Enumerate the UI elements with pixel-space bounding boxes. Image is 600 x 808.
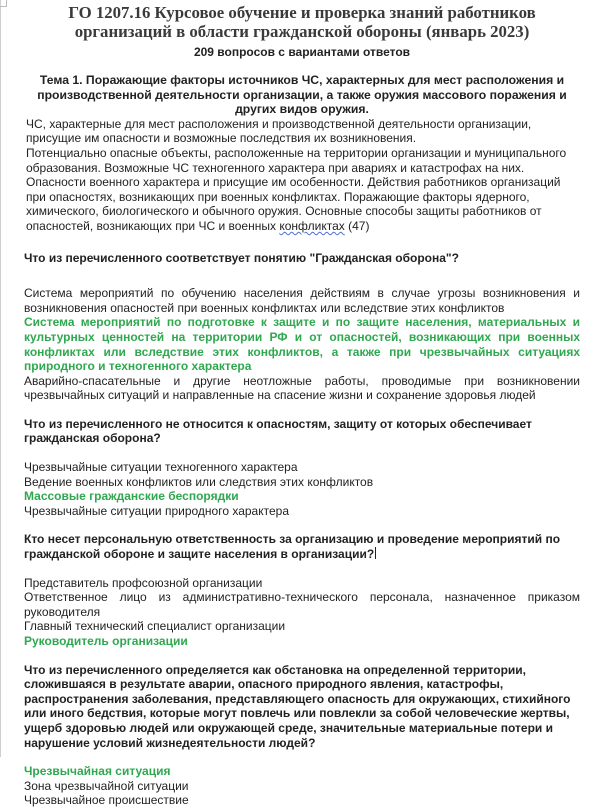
answer-option: Аварийно-спасательные и другие неотложные работы, проводимые при возникновении чрезвычайных ситуаций и направленные на спасение жизни и сохранение здоровья людей — [24, 373, 580, 403]
question-text-content: Кто несет персональную ответственность за организацию и проведение мероприятий по гражданской обороне и защите населения в организации? — [24, 532, 561, 562]
document-title — [24, 3, 580, 41]
topic-paragraph-text: Опасности военного характера и присущие им особенности. Действия работников организаций при опасностях, возникающих при военных конфликтах. Поражающие факторы ядерного, химического, биологического и обычного оружия. Основные способы защиты работников от опасностей, возникающих при ЧС и военных — [26, 175, 561, 233]
answer-option: Чрезвычайное происшествие — [24, 793, 189, 808]
topic-question-count: (47) — [348, 218, 370, 233]
answer-option: Система мероприятий по обучению населения действиям в случае угрозы возникновения и возникновения опасностей при военных конфликтах или вследствие этих конфликтов — [24, 286, 580, 315]
text-cursor — [375, 547, 376, 559]
answer-option-correct: Руководитель организации — [24, 634, 188, 648]
answer-option-correct: Система мероприятий по подготовке к защите и по защите населения, материальных и культурных ценностей на территории РФ и от опасностей, возникающих при военных конфликтах или вследствие этих конфликтов, а также при чрезвычайных ситуациях природного и техногенного характера — [24, 315, 580, 374]
question-text: Что из перечисленного не относится к опасностям, защиту от которых обеспечивает гражданская оборона? — [24, 416, 532, 446]
topic-description — [26, 117, 580, 234]
answer-option: Чрезвычайные ситуации природного характера — [24, 503, 289, 518]
document-page[interactable] — [24, 3, 580, 808]
answer-option: Зона чрезвычайной ситуации — [24, 778, 189, 793]
answer-option: Ответственное лицо из административно-технического персонала, назначенное приказом руководителя — [24, 590, 580, 619]
page-corner-mark — [0, 0, 7, 7]
topic-paragraph: Потенциально опасные объекты, расположенные на территории организации и муниципального образования. Возможные ЧС техногенного характера при авариях и катастрофах на них. — [26, 145, 567, 175]
title-line-1: ГО 1207.16 Курсовое обучение и проверка знаний работников — [68, 3, 536, 22]
answer-option: Представитель профсоюзной организации — [24, 575, 263, 590]
question-text: Что из перечисленного соответствует понятию "Гражданская оборона"? — [24, 250, 459, 265]
answer-option-correct: Массовые гражданские беспорядки — [24, 489, 239, 504]
answer-list — [24, 576, 580, 649]
topic-paragraph: ЧС, характерные для мест расположения и производственной деятельности организации, присущие им опасности и возможные последствия их возникновения. — [26, 116, 532, 146]
answer-option: Ведение военных конфликтов или следствия этих конфликтов — [24, 474, 374, 489]
question-text — [24, 532, 580, 561]
topic-paragraph — [26, 175, 580, 233]
answer-list — [24, 460, 580, 518]
title-line-2: организаций в области гражданской обороны (январь 2023) — [74, 22, 530, 41]
document-subtitle: 209 вопросов с вариантами ответов — [193, 45, 411, 59]
question-text: Что из перечисленного определяется как обстановка на определенной территории, сложившаяся в результате аварии, опасного природного явления, катастрофы, распространения заболевания, представляющего опасность для окружающих, стихийного или иного бедствия, которые могут повлечь или повлекли за собой человеческие жертвы, ущерб здоровью людей или окружающей среде, значительные материальные потери и нарушение условий жизнедеятельности людей? — [24, 662, 571, 750]
answer-option: Главный технический специалист организации — [24, 619, 286, 634]
answer-list — [24, 286, 580, 403]
answer-list — [24, 764, 580, 808]
answer-option-correct: Чрезвычайная ситуация — [24, 764, 171, 779]
answer-option: Чрезвычайные ситуации техногенного характера — [24, 460, 298, 475]
spellcheck-underlined-word[interactable]: конфликтах — [279, 218, 345, 233]
topic-heading: Тема 1. Поражающие факторы источников ЧС, характерных для мест расположения и производственной деятельности организации, а также оружия массового поражения и других видов оружия. — [37, 73, 567, 117]
